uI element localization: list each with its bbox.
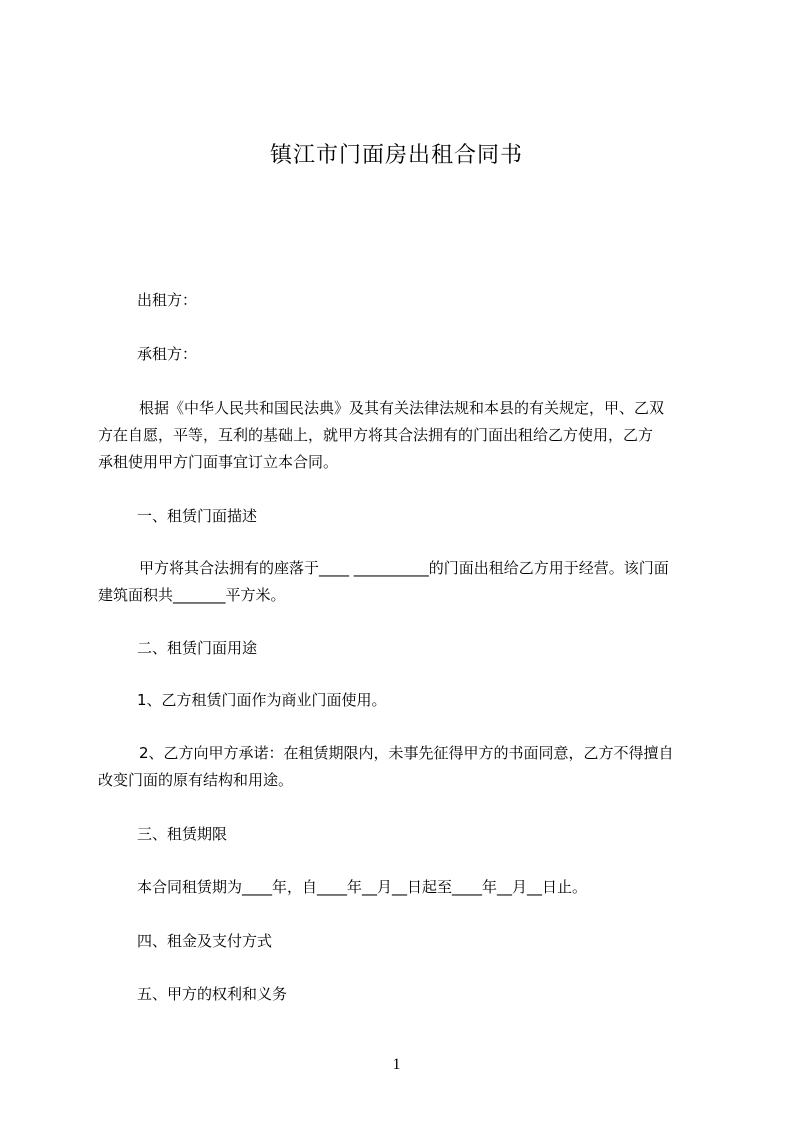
page-number: 1 [392, 1056, 401, 1073]
intro-line-1: 根据《中华人民共和国民法典》及其有关法律法规和本县的有关规定，甲、乙双 [139, 399, 665, 417]
intro-line-2: 方在自愿，平等，互利的基础上，就甲方将其合法拥有的门面出租给乙方使用，乙方 [98, 426, 654, 444]
intro-line-3: 承租使用甲方门面事宜订立本合同。 [98, 453, 339, 471]
section1-line-1: 甲方将其合法拥有的座落于____ __________的门面出租给乙方用于经营。该门面 [139, 559, 669, 577]
section3-heading: 三、租赁期限 [137, 825, 228, 843]
section5-heading: 五、甲方的权利和义务 [137, 985, 288, 1003]
section4-heading: 四、租金及支付方式 [137, 932, 273, 950]
lessee-label: 承租方： [137, 345, 198, 363]
section3-body: 本合同租赁期为____年，自____年__月__日起至____年__月__日止。 [137, 878, 588, 896]
lessor-label: 出租方： [137, 291, 198, 309]
section1-line-2: 建筑面积共_______平方米。 [98, 586, 286, 604]
document-title: 镇江市门面房出租合同书 [269, 143, 523, 168]
section2-item-2-line-2: 改变门面的原有结构和用途。 [98, 771, 294, 789]
section2-item-2-line-1: 2、乙方向甲方承诺：在租赁期限内，未事先征得甲方的书面同意，乙方不得擅自 [139, 744, 674, 762]
section2-heading: 二、租赁门面用途 [137, 639, 258, 657]
section1-heading: 一、租赁门面描述 [137, 507, 258, 525]
section2-item-1: 1、乙方租赁门面作为商业门面使用。 [137, 691, 387, 709]
